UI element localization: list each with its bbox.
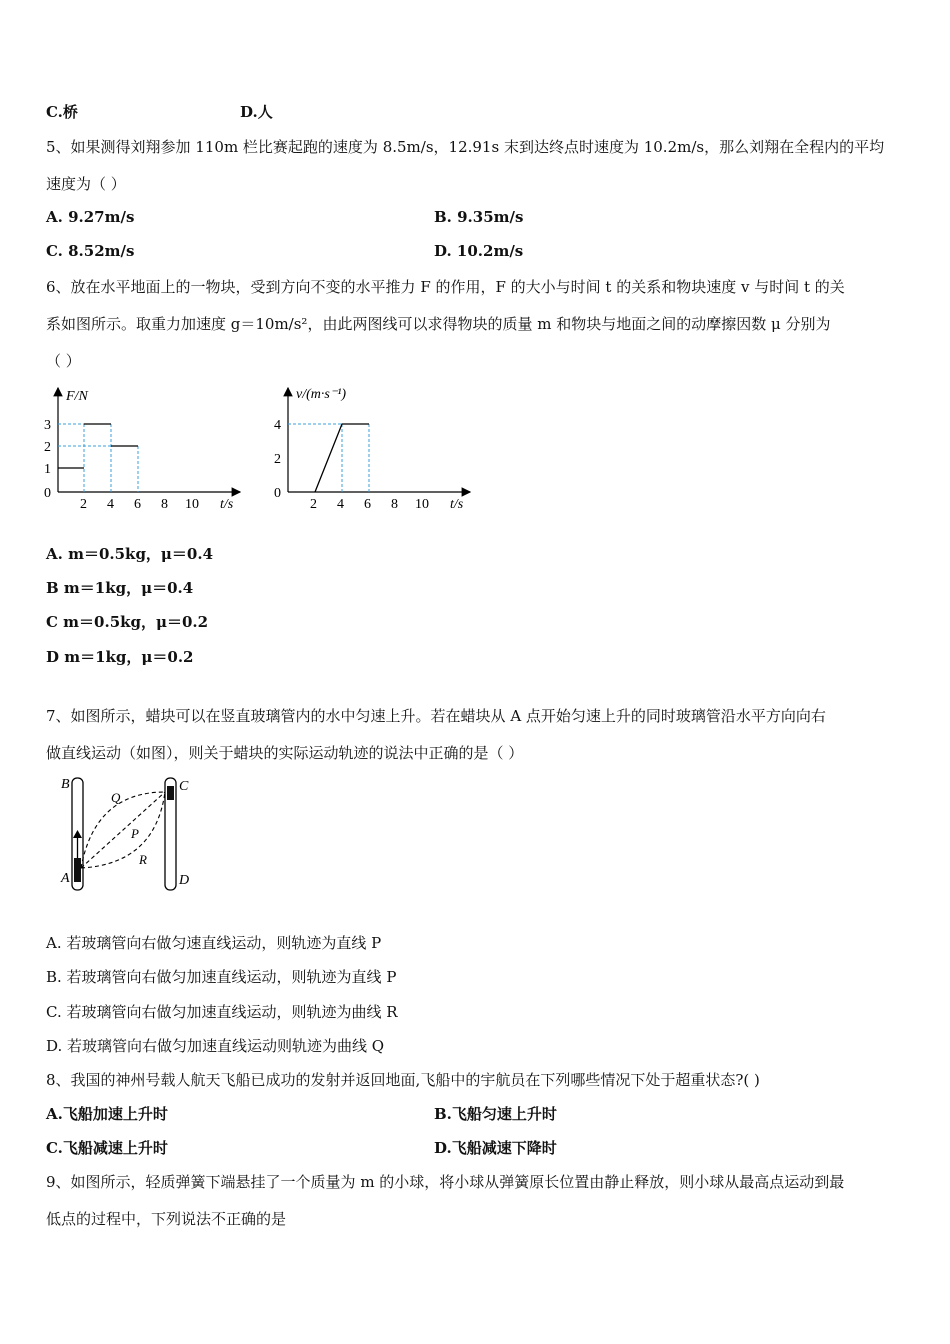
q5-stem-line1: 5、如果测得刘翔参加 110m 栏比赛起跑的速度为 8.5m/s，12.91s 末到达终点时速度为 10.2m/s，那么刘翔在全程内的平均 [46,138,885,156]
q6-option-c: C m＝0.5kg，μ＝0.2 [46,613,209,631]
fig-label-d: D [179,873,190,888]
graph-f-ytick-2: 2 [44,440,51,455]
q7-stem-line2: 做直线运动（如图），则关于蜡块的实际运动轨迹的说法中正确的是（ ） [46,744,524,762]
graph-v-ylabel: v/(m·s⁻¹) [296,387,347,402]
graph-v-xtick-8: 8 [391,497,398,512]
q8-option-a: A.飞船加速上升时 [46,1105,168,1123]
q6-option-d: D m＝1kg，μ＝0.2 [46,648,194,666]
fig-label-b: B [61,777,70,792]
graph-f-xtick-8: 8 [161,497,168,512]
q7-option-d: D. 若玻璃管向右做匀加速直线运动则轨迹为曲线 Q [46,1037,385,1055]
q7-glass-tube-figure [55,772,205,894]
graph-f-ytick-0: 0 [44,486,51,501]
q7-option-b: B. 若玻璃管向右做匀加速直线运动，则轨迹为直线 P [46,968,397,986]
q6-option-b: B m＝1kg，μ＝0.4 [46,579,194,597]
q9-stem-line1: 9、如图所示，轻质弹簧下端悬挂了一个质量为 m 的小球，将小球从弹簧原长位置由静止释放，则小球从最高点运动到最 [46,1173,845,1191]
graph-v-xtick-4: 4 [337,497,344,512]
q8-option-b: B.飞船匀速上升时 [434,1105,557,1123]
q6-stem-line1: 6、放在水平地面上的一物块，受到方向不变的水平推力 F 的作用，F 的大小与时间 t 的关系和物块速度 v 与时间 t 的关 [46,278,845,296]
graph-v-ytick-0: 0 [274,486,281,501]
graph-v-ytick-2: 2 [274,452,281,467]
q5-option-b: B. 9.35m/s [434,208,524,226]
graph-v-xtick-10: 10 [415,497,429,512]
graph-f-xtick-6: 6 [134,497,141,512]
q6-force-time-graph [40,378,250,513]
q4-option-d: D.人 [240,103,273,121]
graph-v-xlabel: t/s [450,497,464,512]
q7-option-a: A. 若玻璃管向右做匀速直线运动，则轨迹为直线 P [46,934,382,952]
q7-stem-line1: 7、如图所示，蜡块可以在竖直玻璃管内的水中匀速上升。若在蜡块从 A 点开始匀速上升的同时玻璃管沿水平方向向右 [46,707,826,725]
q5-option-d: D. 10.2m/s [434,242,524,260]
q6-stem-line2: 系如图所示。取重力加速度 g＝10m/s²，由此两图线可以求得物块的质量 m 和物块与地面之间的动摩擦因数 μ 分别为 [46,315,831,333]
graph-v-ytick-4: 4 [274,418,281,433]
q5-option-c: C. 8.52m/s [46,242,135,260]
q9-stem-line2: 低点的过程中，下列说法不正确的是 [46,1210,287,1228]
fig-label-q: Q [111,790,121,805]
q8-stem: 8、我国的神州号载人航天飞船已成功的发射并返回地面,飞船中的宇航员在下列哪些情况下处于超重状态?( ) [46,1071,760,1089]
q6-velocity-time-graph [270,378,480,513]
fig-label-p: P [131,826,139,841]
q4-option-c: C.桥 [46,103,78,121]
q8-option-c: C.飞船减速上升时 [46,1139,168,1157]
q5-stem-line2: 速度为（ ） [46,175,126,193]
graph-f-xlabel: t/s [220,497,234,512]
graph-v-xtick-6: 6 [364,497,371,512]
graph-v-xtick-2: 2 [310,497,317,512]
graph-f-ytick-3: 3 [44,418,51,433]
fig-label-a: A [61,871,70,886]
q6-option-a: A. m＝0.5kg，μ＝0.4 [46,545,214,563]
graph-f-xtick-10: 10 [185,497,199,512]
graph-f-xtick-4: 4 [107,497,114,512]
graph-f-ylabel: F/N [66,389,88,404]
q5-option-a: A. 9.27m/s [46,208,135,226]
q7-option-c: C. 若玻璃管向右做匀加速直线运动，则轨迹为曲线 R [46,1003,398,1021]
q8-option-d: D.飞船减速下降时 [434,1139,557,1157]
graph-f-xtick-2: 2 [80,497,87,512]
fig-label-c: C [179,779,189,794]
q6-stem-line3: （ ） [46,352,81,370]
graph-f-ytick-1: 1 [44,462,51,477]
fig-label-r: R [139,852,147,867]
